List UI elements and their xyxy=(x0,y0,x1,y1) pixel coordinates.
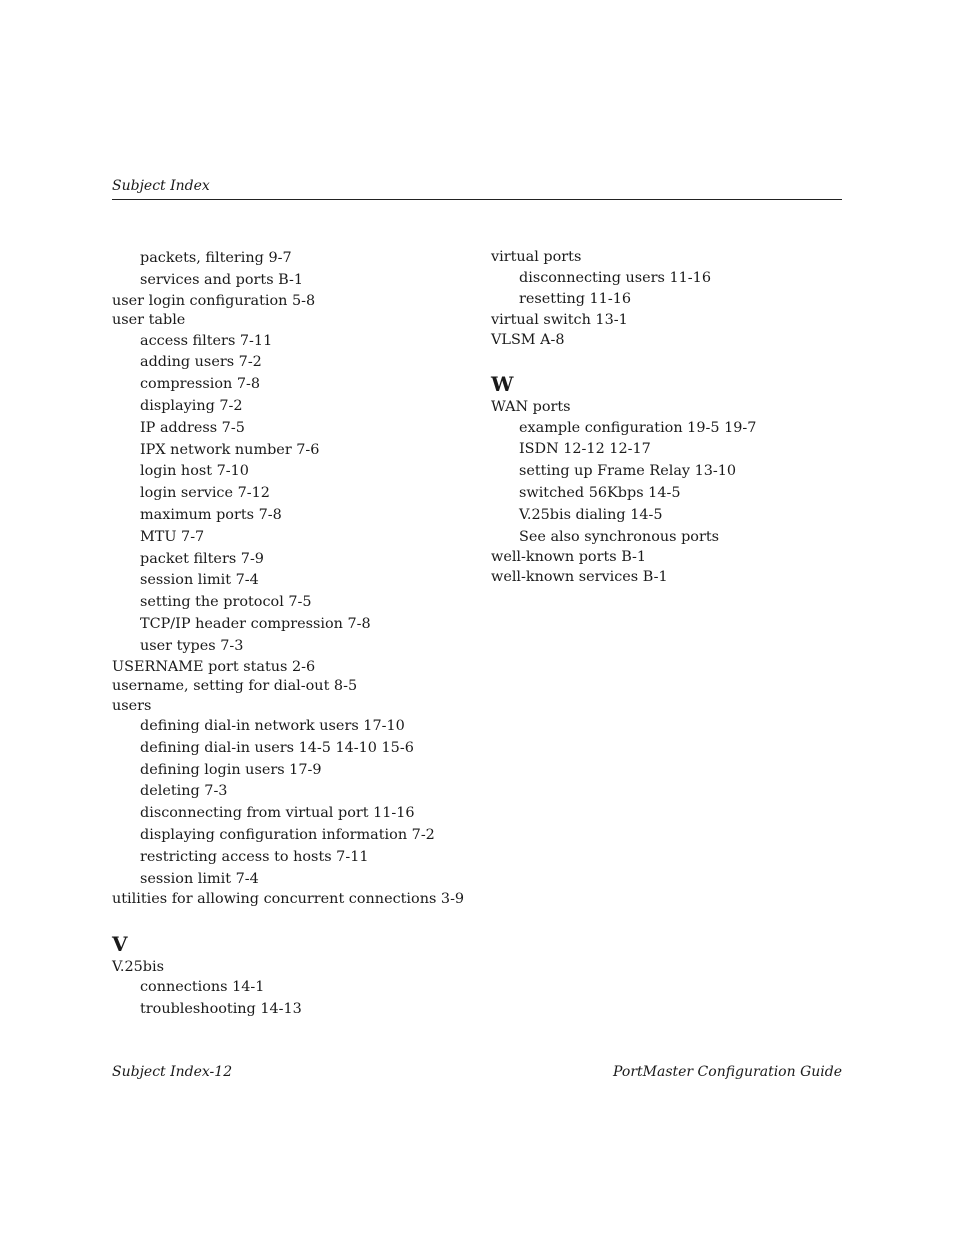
index-entry: well-known services B-1 xyxy=(491,568,668,585)
index-subentry: displaying 7-2 xyxy=(140,397,243,414)
index-subentry: deleting 7-3 xyxy=(140,783,228,800)
index-subentry: setting up Frame Relay 13-10 xyxy=(519,463,737,480)
index-subentry: defining dial-in users 14-5 14-10 15-6 xyxy=(140,739,414,756)
index-subentry: packet filters 7-9 xyxy=(140,550,264,567)
index-subentry: V.25bis dialing 14-5 xyxy=(519,506,663,523)
index-subentry: compression 7-8 xyxy=(140,376,261,393)
index-column-left xyxy=(112,248,472,1021)
index-entry: utilities for allowing concurrent connections 3-9 xyxy=(112,891,465,908)
index-subentry: login host 7-10 xyxy=(140,463,249,480)
index-entry: username, setting for dial-out 8-5 xyxy=(112,678,358,695)
index-subentry: troubleshooting 14-13 xyxy=(140,1001,302,1018)
running-header: Subject Index xyxy=(112,178,210,194)
index-entry: users xyxy=(112,697,152,714)
header-rule xyxy=(112,199,842,200)
index-entry: user table xyxy=(112,312,186,329)
index-entry: V.25bis xyxy=(112,958,164,975)
index-entry: USERNAME port status 2-6 xyxy=(112,658,316,675)
index-subentry: IPX network number 7-6 xyxy=(140,441,320,458)
index-letter-heading: V xyxy=(112,931,128,956)
index-entry: virtual switch 13-1 xyxy=(491,312,628,329)
index-subentry: resetting 11-16 xyxy=(519,291,632,308)
index-subentry: defining login users 17-9 xyxy=(140,761,322,778)
index-subentry: session limit 7-4 xyxy=(140,870,259,887)
index-subentry: disconnecting from virtual port 11-16 xyxy=(140,805,415,822)
footer-book-title: PortMaster Configuration Guide xyxy=(613,1064,842,1080)
index-column-right xyxy=(491,248,851,587)
index-subentry: See also synchronous ports xyxy=(519,528,720,545)
index-subentry: maximum ports 7-8 xyxy=(140,506,282,523)
index-entry: WAN ports xyxy=(491,399,571,416)
index-letter-heading: W xyxy=(491,372,514,397)
index-subentry: disconnecting users 11-16 xyxy=(519,269,711,286)
index-subentry: packets, filtering 9-7 xyxy=(140,250,292,266)
index-subentry: adding users 7-2 xyxy=(140,354,262,371)
index-subentry: IP address 7-5 xyxy=(140,419,245,436)
index-subentry: connections 14-1 xyxy=(140,979,265,996)
index-subentry: session limit 7-4 xyxy=(140,572,259,589)
index-subentry: setting the protocol 7-5 xyxy=(140,594,312,611)
index-entry: VLSM A-8 xyxy=(491,331,565,348)
index-subentry: services and ports B-1 xyxy=(140,271,304,288)
index-subentry: ISDN 12-12 12-17 xyxy=(519,441,651,458)
index-subentry: access filters 7-11 xyxy=(140,332,273,349)
index-subentry: TCP/IP header compression 7-8 xyxy=(140,615,371,632)
index-subentry: defining dial-in network users 17-10 xyxy=(140,718,405,735)
index-entry: virtual ports xyxy=(491,249,582,265)
index-subentry: restricting access to hosts 7-11 xyxy=(140,848,369,865)
index-subentry: login service 7-12 xyxy=(140,485,270,502)
index-subentry: displaying configuration information 7-2 xyxy=(140,827,435,844)
footer-page-number: Subject Index-12 xyxy=(112,1064,233,1080)
index-subentry: user types 7-3 xyxy=(140,637,244,654)
index-subentry: example configuration 19-5 19-7 xyxy=(519,419,757,436)
index-entry: well-known ports B-1 xyxy=(491,549,647,566)
index-subentry: switched 56Kbps 14-5 xyxy=(519,484,681,501)
index-subentry: MTU 7-7 xyxy=(140,528,205,545)
index-entry: user login configuration 5-8 xyxy=(112,292,316,309)
